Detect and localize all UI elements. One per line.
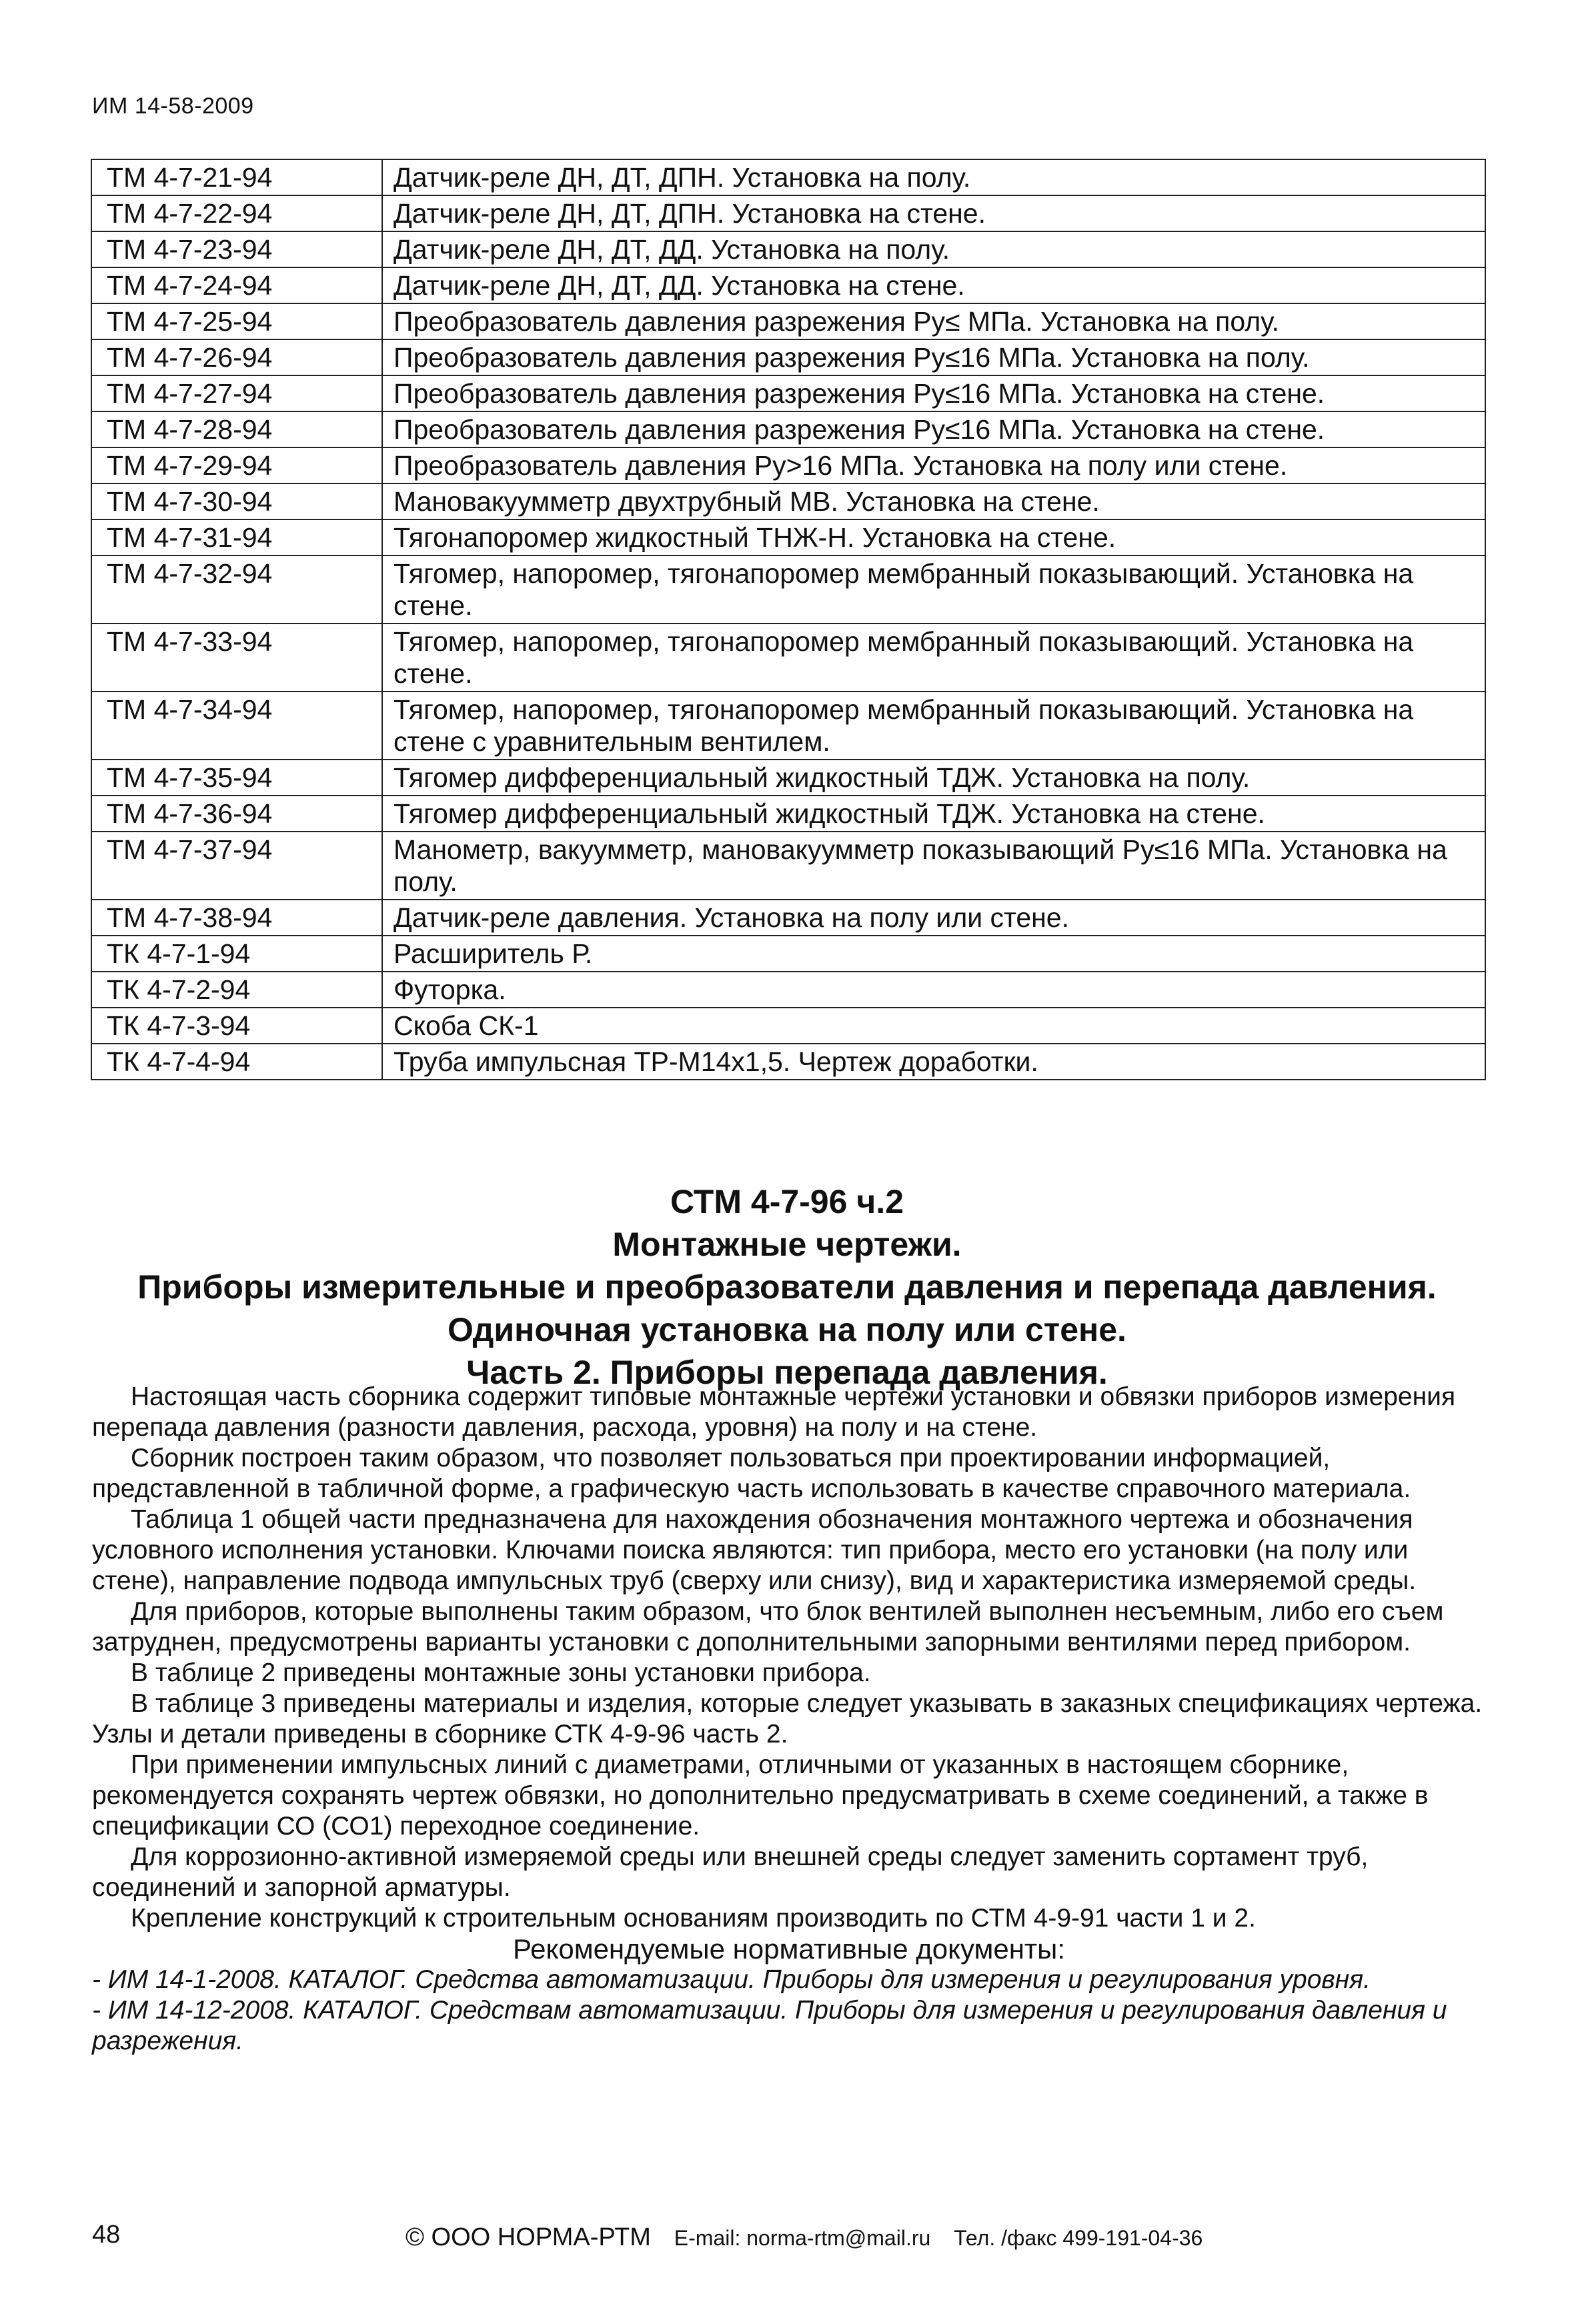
drawing-code-cell: ТМ 4-7-34-94 xyxy=(91,692,382,760)
drawing-description-cell: Преобразователь давления разрежения Pу≤16 МПа. Установка на стене. xyxy=(382,375,1485,411)
drawing-description-cell: Датчик-реле ДН, ДТ, ДД. Установка на полу. xyxy=(382,231,1485,267)
table-row xyxy=(91,900,1485,936)
title-line: Одиночная установка на полу или стене. xyxy=(448,1311,1126,1348)
table-row xyxy=(91,411,1485,447)
title-line: Монтажные чертежи. xyxy=(612,1226,962,1263)
drawing-code-cell: ТМ 4-7-22-94 xyxy=(91,195,382,231)
page-number: 48 xyxy=(92,2221,121,2249)
drawing-code-cell: ТМ 4-7-37-94 xyxy=(91,832,382,900)
table-row xyxy=(91,1044,1485,1080)
title-line: СТМ 4-7-96 ч.2 xyxy=(670,1183,904,1220)
paragraph: При применении импульсных линий с диаметрами, отличными от указанных в настоящем сборнике, рекомендуется сохранять чертеж обвязки, но дополнительно предусматривать в схеме соединений, а также в спецификации СО (СО1) переходное соединение. xyxy=(92,1751,1429,1841)
table-row xyxy=(91,972,1485,1008)
phone: Тел. /факс 499-191-04-36 xyxy=(954,2226,1203,2250)
drawing-description-cell: Датчик-реле ДН, ДТ, ДД. Установка на стене. xyxy=(382,267,1485,303)
table-row xyxy=(91,519,1485,555)
drawing-description-cell: Скоба СК-1 xyxy=(382,1008,1485,1044)
paragraph: Для коррозионно-активной измеряемой среды или внешней среды следует заменить сортамент труб, соединений и запорной арматуры. xyxy=(92,1843,1369,1902)
table-row xyxy=(91,1008,1485,1044)
title-line: Часть 2. Приборы перепада давления. xyxy=(466,1354,1108,1391)
email: E-mail: norma-rtm@mail.ru xyxy=(674,2226,931,2250)
table-row xyxy=(91,195,1485,231)
paragraph: Таблица 1 общей части предназначена для нахождения обозначения монтажного чертежа и обозначения условного исполнения установки. Ключами поиска являются: тип прибора, место его установки (на полу или стене), направление подвода импульсных труб (сверху или снизу), вид и характеристика измеряемой среды. xyxy=(92,1505,1417,1595)
drawing-code-cell: ТМ 4-7-26-94 xyxy=(91,339,382,375)
table-row xyxy=(91,303,1485,339)
table-row xyxy=(91,447,1485,483)
document-code: ИМ 14-58-2009 xyxy=(92,93,254,119)
drawing-code-cell: ТМ 4-7-21-94 xyxy=(91,159,382,195)
drawing-description-cell: Тягомер, напоромер, тягонапоромер мембранный показывающий. Установка на стене. xyxy=(382,624,1485,692)
drawing-description-cell: Мановакуумметр двухтрубный МВ. Установка на стене. xyxy=(382,483,1485,519)
body-text xyxy=(92,1382,1486,2057)
drawings-table-body xyxy=(91,159,1485,1080)
drawing-code-cell: ТМ 4-7-33-94 xyxy=(91,624,382,692)
table-row xyxy=(91,231,1485,267)
drawings-table xyxy=(91,159,1486,1080)
drawing-code-cell: ТМ 4-7-32-94 xyxy=(91,555,382,624)
drawing-code-cell: ТК 4-7-4-94 xyxy=(91,1044,382,1080)
table-row xyxy=(91,832,1485,900)
drawing-code-cell: ТК 4-7-2-94 xyxy=(91,972,382,1008)
paragraph: Для приборов, которые выполнены таким образом, что блок вентилей выполнен несъемным, либо его съем затруднен, предусмотрены варианты установки с дополнительными запорными вентилями перед прибором. xyxy=(92,1597,1444,1656)
drawing-description-cell: Расширитель Р. xyxy=(382,936,1485,972)
drawing-description-cell: Тягомер, напоромер, тягонапоромер мембранный показывающий. Установка на стене с уравнительным вентилем. xyxy=(382,692,1485,760)
table-row xyxy=(91,555,1485,624)
reference-item: - ИМ 14-1-2008. КАТАЛОГ. Средства автоматизации. Приборы для измерения и регулирования уровня. xyxy=(92,1965,1371,1994)
table-row xyxy=(91,483,1485,519)
drawing-description-cell: Тягомер дифференциальный жидкостный ТДЖ. Установка на полу. xyxy=(382,760,1485,796)
table-row xyxy=(91,339,1485,375)
table-row xyxy=(91,936,1485,972)
drawing-code-cell: ТМ 4-7-25-94 xyxy=(91,303,382,339)
drawing-description-cell: Преобразователь давления разрежения Pу≤ МПа. Установка на полу. xyxy=(382,303,1485,339)
drawing-description-cell: Преобразователь давления Pу>16 МПа. Установка на полу или стене. xyxy=(382,447,1485,483)
paragraph: Сборник построен таким образом, что позволяет пользоваться при проектировании информацией, представленной в табличной форме, а графическую часть использовать в качестве справочного материала. xyxy=(92,1444,1411,1503)
drawing-code-cell: ТК 4-7-1-94 xyxy=(91,936,382,972)
copyright: © ООО НОРМА-РТМ xyxy=(406,2223,651,2251)
table-row xyxy=(91,760,1485,796)
footer-contacts xyxy=(406,2223,1220,2252)
drawing-code-cell: ТМ 4-7-23-94 xyxy=(91,231,382,267)
drawing-description-cell: Преобразователь давления разрежения Pу≤16 МПа. Установка на стене. xyxy=(382,411,1485,447)
table-row xyxy=(91,692,1485,760)
drawing-description-cell: Тягомер дифференциальный жидкостный ТДЖ. Установка на стене. xyxy=(382,796,1485,832)
drawing-code-cell: ТМ 4-7-31-94 xyxy=(91,519,382,555)
table-row xyxy=(91,267,1485,303)
paragraph: Настоящая часть сборника содержит типовые монтажные чертежи установки и обвязки приборов измерения перепада давления (разности давления, расхода, уровня) на полу и на стене. xyxy=(92,1382,1456,1442)
recommended-docs-heading: Рекомендуемые нормативные документы: xyxy=(512,1933,1066,1965)
table-row xyxy=(91,624,1485,692)
paragraph: В таблице 2 приведены монтажные зоны установки прибора. xyxy=(131,1658,871,1687)
table-row xyxy=(91,796,1485,832)
drawing-description-cell: Футорка. xyxy=(382,972,1485,1008)
paragraph: Крепление конструкций к строительным основаниям производить по СТМ 4-9-91 части 1 и 2. xyxy=(131,1904,1256,1933)
drawing-code-cell: ТМ 4-7-35-94 xyxy=(91,760,382,796)
drawing-code-cell: ТМ 4-7-36-94 xyxy=(91,796,382,832)
drawing-description-cell: Датчик-реле ДН, ДТ, ДПН. Установка на стене. xyxy=(382,195,1485,231)
drawing-code-cell: ТМ 4-7-24-94 xyxy=(91,267,382,303)
drawing-description-cell: Труба импульсная ТР-М14х1,5. Чертеж доработки. xyxy=(382,1044,1485,1080)
drawing-description-cell: Преобразователь давления разрежения Pу≤16 МПа. Установка на полу. xyxy=(382,339,1485,375)
drawing-description-cell: Тягомер, напоромер, тягонапоромер мембранный показывающий. Установка на стене. xyxy=(382,555,1485,624)
drawing-code-cell: ТМ 4-7-30-94 xyxy=(91,483,382,519)
drawing-code-cell: ТМ 4-7-29-94 xyxy=(91,447,382,483)
drawing-code-cell: ТМ 4-7-38-94 xyxy=(91,900,382,936)
drawing-code-cell: ТМ 4-7-28-94 xyxy=(91,411,382,447)
drawing-description-cell: Тягонапоромер жидкостный ТНЖ-Н. Установка на стене. xyxy=(382,519,1485,555)
table-row xyxy=(91,159,1485,195)
drawing-code-cell: ТК 4-7-3-94 xyxy=(91,1008,382,1044)
drawing-description-cell: Датчик-реле давления. Установка на полу или стене. xyxy=(382,900,1485,936)
drawing-description-cell: Датчик-реле ДН, ДТ, ДПН. Установка на полу. xyxy=(382,159,1485,195)
drawing-description-cell: Манометр, вакуумметр, мановакуумметр показывающий Pу≤16 МПа. Установка на полу. xyxy=(382,832,1485,900)
drawing-code-cell: ТМ 4-7-27-94 xyxy=(91,375,382,411)
table-row xyxy=(91,375,1485,411)
title-line: Приборы измерительные и преобразователи давления и перепада давления. xyxy=(137,1268,1437,1306)
reference-item: - ИМ 14-12-2008. КАТАЛОГ. Средствам автоматизации. Приборы для измерения и регулирования давления и разрежения. xyxy=(92,1996,1447,2055)
paragraph: В таблице 3 приведены материалы и изделия, которые следует указывать в заказных спецификациях чертежа. Узлы и детали приведены в сборнике СТК 4-9-96 часть 2. xyxy=(92,1689,1483,1749)
section-title xyxy=(87,1180,1487,1394)
